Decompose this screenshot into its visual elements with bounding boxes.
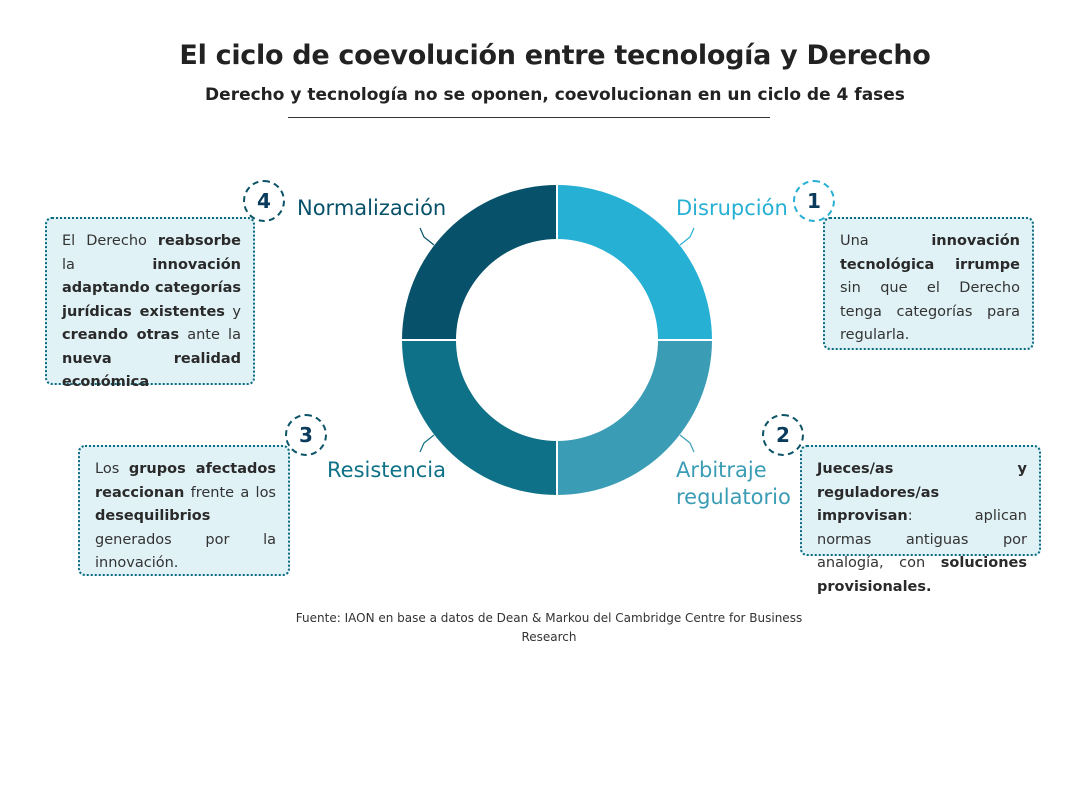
source-note: Fuente: IAON en base a datos de Dean & Markou del Cambridge Centre for Business Research [295,611,803,644]
phase-card-4-run: creando otras [62,327,180,343]
phase-card-4-run: nueva realidad económica [62,350,241,390]
phase-number-2: 2 [762,414,804,456]
phase-number-4: 4 [243,180,285,222]
phase-card-4-run: y [224,303,241,320]
phase-label-2 [676,457,791,511]
leader-line-3 [420,435,434,452]
phase-card-4 [45,217,255,390]
phase-card-1-run: Una [840,233,932,249]
phase-card-4-run: la [62,256,153,273]
phase-label-2-line2: regulatorio [676,485,791,509]
phase-card-4-run: reabsorbe [157,233,241,249]
leader-line-1 [680,228,694,245]
phase-card-3-run: grupos afectados reaccionan [95,461,276,501]
leader-line-4 [420,228,434,245]
phase-label-1: Disrupción [676,196,788,220]
diagram-title: El ciclo de coevolución entre tecnología y Derecho [179,40,931,71]
phase-card-1-run: sin que el Derecho tenga categorías para regularla. [840,280,1020,343]
phase-label-3: Resistencia [327,458,446,482]
phase-card-1 [823,217,1034,350]
phase-card-4-run: ante la [179,327,241,343]
phase-card-2-run: : aplican normas antiguas por analogía, con [817,508,1027,571]
diagram-subtitle: Derecho y tecnología no se oponen, coevolucionan en un ciclo de 4 fases [205,85,905,105]
phase-card-3-run: desequilibrios [95,508,211,524]
phase-card-3-run: Los [95,461,129,477]
phase-card-4-run: El Derecho [62,233,158,249]
phase-card-4-run: innovación adaptando categorías jurídicas existentes [62,256,241,320]
phase-card-3-run: frente a los [184,484,276,501]
phase-card-1-run: innovación tecnológica irrumpe [840,233,1020,273]
phase-number-1: 1 [793,180,835,222]
phase-card-2-run: soluciones provisionales. [817,555,1027,595]
phase-card-3 [78,445,290,576]
leader-line-2 [680,435,694,452]
phase-label-2-line1: Arbitraje [676,458,767,482]
phase-card-2-run: Jueces/as y reguladores/as improvisan [817,461,1027,524]
phase-card-3-run: generados por la innovación. [95,531,276,571]
phase-number-3: 3 [285,414,327,456]
phase-card-2 [800,445,1041,595]
phase-label-4: Normalización [297,196,447,220]
